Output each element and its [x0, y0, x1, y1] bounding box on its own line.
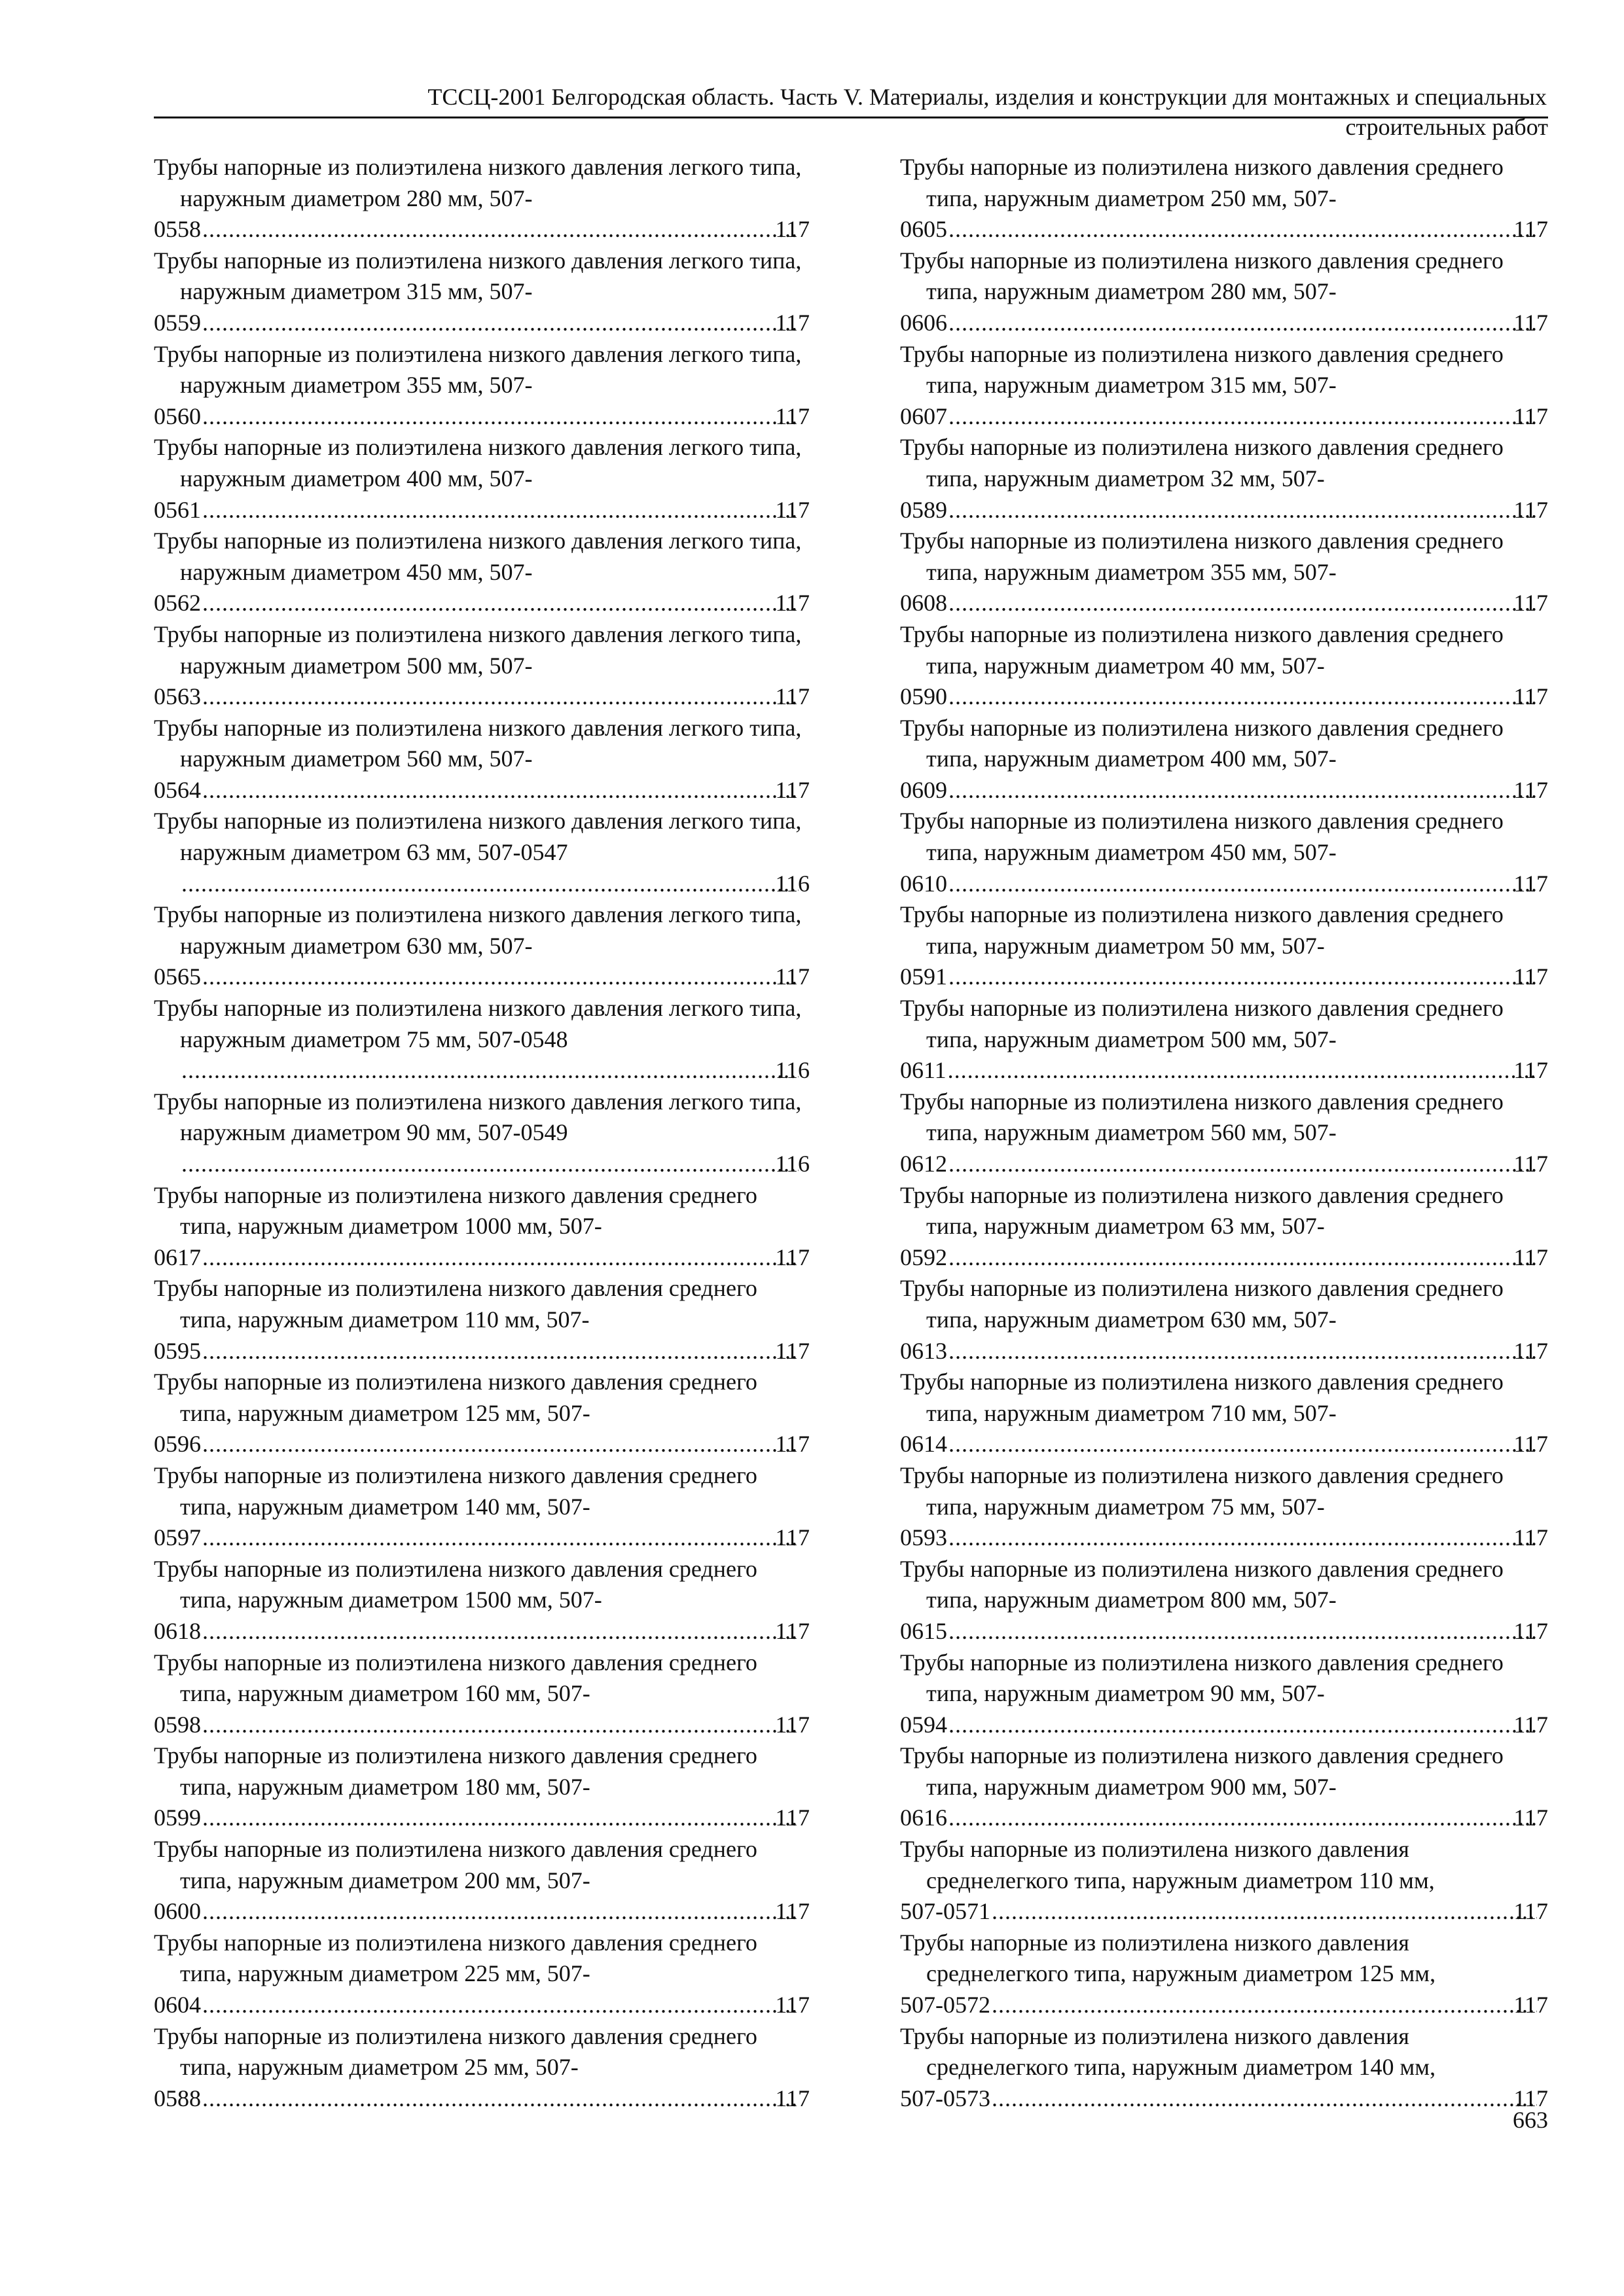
- index-entry-code-tail: 0595: [154, 1337, 201, 1364]
- index-entry-code-tail: 507-0572: [900, 1992, 990, 2018]
- index-entry-page: 116: [775, 1151, 810, 1177]
- index-entry-text: Трубы напорные из полиэтилена низкого давления среднелегкого типа, наружным диаметром 140 мм,: [900, 2022, 1436, 2081]
- index-entry-leader: [900, 1803, 1548, 1834]
- index-entry[interactable]: [154, 245, 810, 339]
- index-entry-code-tail: 0561: [154, 496, 201, 523]
- index-entry-code-tail: 0605: [900, 216, 947, 243]
- index-entry[interactable]: [154, 152, 810, 245]
- index-entry[interactable]: [900, 432, 1548, 526]
- index-entry[interactable]: [900, 339, 1548, 433]
- index-entry-text: Трубы напорные из полиэтилена низкого давления среднего типа, наружным диаметром 160 мм, 507-: [154, 1649, 757, 1707]
- page-number: 663: [1513, 2107, 1548, 2133]
- index-entry-page: 117: [1513, 1431, 1548, 1458]
- index-entry-text: Трубы напорные из полиэтилена низкого давления среднего типа, наружным диаметром 450 мм, 507-: [900, 808, 1504, 866]
- index-column-right: [900, 152, 1548, 2114]
- index-entry-page: 117: [1513, 1057, 1548, 1084]
- index-entry-code-tail: 0594: [900, 1711, 947, 1738]
- index-entry-code-tail: 0600: [154, 1898, 201, 1925]
- index-entry[interactable]: [154, 339, 810, 433]
- index-entry-code-tail: 0562: [154, 590, 201, 617]
- index-entry-page: 117: [1513, 216, 1548, 243]
- index-entry-page: 117: [775, 776, 810, 803]
- index-entry-code-tail: 0609: [900, 776, 947, 803]
- dot-leader: [948, 775, 1537, 806]
- index-entry-leader: [154, 1990, 810, 2021]
- index-entry-text: Трубы напорные из полиэтилена низкого давления легкого типа, наружным диаметром 450 мм, 507-: [154, 528, 802, 585]
- index-entry-page: 117: [1513, 1244, 1548, 1270]
- index-entry-text: Трубы напорные из полиэтилена низкого давления среднего типа, наружным диаметром 355 мм, 507-: [900, 528, 1504, 585]
- index-entry-code-tail: 507-0573: [900, 2085, 990, 2111]
- index-entry-leader: [154, 1522, 810, 1554]
- index-entry-page: 117: [1513, 496, 1548, 523]
- index-entry[interactable]: [900, 1740, 1548, 1834]
- index-entry-text: Трубы напорные из полиэтилена низкого давления легкого типа, наружным диаметром 500 мм, 507-: [154, 620, 802, 679]
- index-entry-code-tail: 0597: [154, 1524, 201, 1551]
- index-entry[interactable]: [154, 1647, 810, 1741]
- index-entry-leader: [154, 775, 810, 806]
- index-entry[interactable]: [900, 1834, 1548, 1928]
- index-entry-code-tail: 0596: [154, 1431, 201, 1458]
- index-entry-leader: [900, 1055, 1548, 1086]
- index-entry-code-tail: 0599: [154, 1804, 201, 1831]
- index-entry-page: 117: [1513, 683, 1548, 710]
- dot-leader: [948, 1242, 1537, 1274]
- index-entry[interactable]: [900, 245, 1548, 339]
- index-entry-page: 117: [1513, 963, 1548, 990]
- index-entry-leader: [154, 308, 810, 339]
- index-entry[interactable]: [900, 1086, 1548, 1180]
- index-entry[interactable]: [154, 1460, 810, 1554]
- index-entry-page: 117: [1513, 1992, 1548, 2018]
- index-entry-page: 117: [1513, 2085, 1548, 2111]
- index-entry[interactable]: [900, 713, 1548, 806]
- header-rule: [154, 117, 1548, 118]
- index-entry-code-tail: 0612: [900, 1151, 947, 1177]
- index-entry-text: Трубы напорные из полиэтилена низкого давления среднего типа, наружным диаметром 400 мм, 507-: [900, 714, 1504, 772]
- index-entry-code-tail: 0608: [900, 590, 947, 617]
- dot-leader: [202, 214, 799, 245]
- index-entry-leader: [900, 1429, 1548, 1460]
- index-entry-page: 117: [1513, 1711, 1548, 1738]
- dot-leader: [181, 869, 799, 900]
- index-entry-page: 117: [1513, 1898, 1548, 1925]
- index-entry-leader: [900, 961, 1548, 993]
- index-entry[interactable]: [154, 432, 810, 526]
- dot-leader: [948, 214, 1537, 245]
- running-header: [154, 82, 1548, 142]
- dot-leader: [202, 1896, 799, 1928]
- index-entry-code-tail: 0588: [154, 2085, 201, 2111]
- index-entry-text: Трубы напорные из полиэтилена низкого давления легкого типа, наружным диаметром 75 мм, 507-0548: [154, 995, 802, 1052]
- index-entry-leader: [900, 495, 1548, 526]
- index-entry-page: 117: [1513, 1151, 1548, 1177]
- dot-leader: [948, 1616, 1537, 1647]
- dot-leader: [948, 308, 1537, 339]
- index-entry-leader: [154, 401, 810, 433]
- index-entry[interactable]: [900, 899, 1548, 993]
- index-entry-page: 117: [775, 1711, 810, 1738]
- header-title-line-2: строительных работ: [1345, 114, 1548, 140]
- index-entry-leader: [154, 1616, 810, 1647]
- index-entry-leader: [900, 1149, 1548, 1180]
- index-entry-leader: [900, 308, 1548, 339]
- index-entry-text: Трубы напорные из полиэтилена низкого давления среднего типа, наружным диаметром 1000 мм, 507-: [154, 1181, 757, 1240]
- index-entry[interactable]: [900, 1180, 1548, 1274]
- index-entry-leader: [154, 1336, 810, 1367]
- dot-leader: [948, 961, 1537, 993]
- index-entry[interactable]: [900, 152, 1548, 245]
- dot-leader: [948, 681, 1537, 713]
- index-entry-page: 117: [775, 1337, 810, 1364]
- index-entry-code-tail: 0604: [154, 1992, 201, 2018]
- index-entry-leader: [900, 1336, 1548, 1367]
- index-entry-leader: [154, 1429, 810, 1460]
- index-entry-page: 117: [1513, 870, 1548, 897]
- index-entry-text: Трубы напорные из полиэтилена низкого давления среднего типа, наружным диаметром 1500 мм, 507-: [154, 1555, 757, 1613]
- index-entry-page: 117: [1513, 1617, 1548, 1644]
- dot-leader: [948, 869, 1537, 900]
- index-entry[interactable]: [154, 806, 810, 899]
- index-entry-code-tail: 0613: [900, 1337, 947, 1364]
- index-entry-code-tail: 0615: [900, 1617, 947, 1644]
- index-entry-page: 117: [775, 1804, 810, 1831]
- index-entry[interactable]: [154, 1367, 810, 1460]
- index-entry-text: Трубы напорные из полиэтилена низкого давления среднего типа, наружным диаметром 125 мм, 507-: [154, 1369, 757, 1426]
- dot-leader: [948, 588, 1537, 619]
- index-entry-page: 117: [1513, 776, 1548, 803]
- index-entry-leader: [154, 1242, 810, 1274]
- index-entry-page: 117: [775, 1431, 810, 1458]
- index-entry-page: 117: [775, 216, 810, 243]
- header-title-line-1: ТССЦ-2001 Белгородская область. Часть V. Материалы, изделия и конструкции для монтажных и специальных: [427, 84, 1547, 110]
- index-entry-leader: [900, 1522, 1548, 1554]
- index-entry-code-tail: 0611: [900, 1057, 947, 1084]
- index-entry[interactable]: [900, 1928, 1548, 2021]
- index-entry-code-tail: 0559: [154, 309, 201, 336]
- index-entry-text: Трубы напорные из полиэтилена низкого давления среднего типа, наружным диаметром 250 мм, 507-: [900, 154, 1504, 211]
- index-entry-text: Трубы напорные из полиэтилена низкого давления легкого типа, наружным диаметром 280 мм, 507-: [154, 154, 802, 211]
- dot-leader: [202, 1616, 799, 1647]
- dot-leader: [202, 588, 799, 619]
- index-entry-text: Трубы напорные из полиэтилена низкого давления легкого типа, наружным диаметром 315 мм, 507-: [154, 247, 802, 305]
- dot-leader: [202, 1803, 799, 1834]
- index-entry-text: Трубы напорные из полиэтилена низкого давления среднего типа, наружным диаметром 25 мм, 507-: [154, 2022, 757, 2081]
- index-entry[interactable]: [900, 526, 1548, 619]
- index-entry-leader: [900, 775, 1548, 806]
- index-entry-leader: [900, 1710, 1548, 1741]
- dot-leader: [181, 1055, 799, 1086]
- index-entry-text: Трубы напорные из полиэтилена низкого давления легкого типа, наружным диаметром 560 мм, 507-: [154, 714, 802, 772]
- index-entry[interactable]: [154, 526, 810, 619]
- index-entry-code-tail: 0560: [154, 403, 201, 429]
- dot-leader: [948, 1336, 1537, 1367]
- index-entry-code-tail: 0593: [900, 1524, 947, 1551]
- dot-leader: [202, 1242, 799, 1274]
- index-entry-code-tail: 0618: [154, 1617, 201, 1644]
- index-entry[interactable]: [154, 899, 810, 993]
- index-entry-text: Трубы напорные из полиэтилена низкого давления среднего типа, наружным диаметром 180 мм, 507-: [154, 1742, 757, 1800]
- index-entry-page: 117: [775, 1992, 810, 2018]
- dot-leader: [202, 495, 799, 526]
- index-entry-text: Трубы напорные из полиэтилена низкого давления среднего типа, наружным диаметром 630 мм, 507-: [900, 1275, 1504, 1333]
- index-entry-text: Трубы напорные из полиэтилена низкого давления среднего типа, наружным диаметром 110 мм, 507-: [154, 1275, 757, 1333]
- index-entry-text: Трубы напорные из полиэтилена низкого давления среднего типа, наружным диаметром 500 мм, 507-: [900, 995, 1504, 1052]
- index-entry[interactable]: [900, 1273, 1548, 1367]
- index-entry-page: 117: [1513, 309, 1548, 336]
- index-entry-page: 117: [1513, 590, 1548, 617]
- index-entry-page: 117: [775, 403, 810, 429]
- index-entry[interactable]: [900, 1460, 1548, 1554]
- index-entry-code-tail: 0565: [154, 963, 201, 990]
- index-entry-page: 117: [775, 590, 810, 617]
- index-entry-text: Трубы напорные из полиэтилена низкого давления среднего типа, наружным диаметром 90 мм, 507-: [900, 1649, 1504, 1707]
- dot-leader: [202, 775, 799, 806]
- dot-leader: [202, 961, 799, 993]
- index-entry-code-tail: 0606: [900, 309, 947, 336]
- index-entry-leader: [180, 1149, 810, 1180]
- index-entry[interactable]: [154, 1180, 810, 1274]
- index-entry-text: Трубы напорные из полиэтилена низкого давления среднего типа, наружным диаметром 280 мм, 507-: [900, 247, 1504, 305]
- index-entry-page: 117: [1513, 1337, 1548, 1364]
- index-entry-leader: [900, 588, 1548, 619]
- index-entry-text: Трубы напорные из полиэтилена низкого давления легкого типа, наружным диаметром 90 мм, 507-0549: [154, 1088, 802, 1146]
- dot-leader: [948, 1522, 1537, 1554]
- index-entry[interactable]: [154, 619, 810, 713]
- dot-leader: [992, 1990, 1537, 2021]
- index-entry-code-tail: 507-0571: [900, 1898, 990, 1925]
- dot-leader: [181, 1149, 799, 1180]
- index-entry-text: Трубы напорные из полиэтилена низкого давления среднего типа, наружным диаметром 50 мм, 507-: [900, 901, 1504, 959]
- index-entry-page: 117: [1513, 403, 1548, 429]
- index-entry-leader: [900, 869, 1548, 900]
- dot-leader: [202, 401, 799, 433]
- index-entry[interactable]: [154, 1740, 810, 1834]
- index-entry[interactable]: [154, 1834, 810, 1928]
- index-entry-code-tail: 0616: [900, 1804, 947, 1831]
- index-column-left: [154, 152, 810, 2114]
- dot-leader: [202, 1710, 799, 1741]
- index-entry-code-tail: 0598: [154, 1711, 201, 1738]
- index-entry-code-tail: 0607: [900, 403, 947, 429]
- index-entry-leader: [154, 495, 810, 526]
- dot-leader: [202, 681, 799, 713]
- index-entry-leader: [900, 214, 1548, 245]
- dot-leader: [992, 1896, 1537, 1928]
- index-entry-leader: [154, 214, 810, 245]
- index-entry-leader: [900, 2083, 1548, 2115]
- index-entry[interactable]: [154, 1554, 810, 1647]
- index-entry-text: Трубы напорные из полиэтилена низкого давления легкого типа, наружным диаметром 63 мм, 507-0547: [154, 808, 802, 866]
- index-entry-text: Трубы напорные из полиэтилена низкого давления среднего типа, наружным диаметром 900 мм, 507-: [900, 1742, 1504, 1800]
- index-entry-text: Трубы напорные из полиэтилена низкого давления среднелегкого типа, наружным диаметром 125 мм,: [900, 1929, 1436, 1987]
- index-entry-text: Трубы напорные из полиэтилена низкого давления среднелегкого типа, наружным диаметром 110 мм,: [900, 1836, 1435, 1893]
- index-entry-code-tail: 0589: [900, 496, 947, 523]
- index-entry-code-tail: 0591: [900, 963, 947, 990]
- index-entry-page: 117: [775, 683, 810, 710]
- index-entry-leader: [154, 2083, 810, 2115]
- index-entry[interactable]: [154, 1273, 810, 1367]
- index-entry-leader: [900, 1242, 1548, 1274]
- index-entry-text: Трубы напорные из полиэтилена низкого давления среднего типа, наружным диаметром 800 мм, 507-: [900, 1555, 1504, 1613]
- dot-leader: [948, 1710, 1537, 1741]
- index-entry[interactable]: [154, 2021, 810, 2115]
- index-entry[interactable]: [900, 993, 1548, 1086]
- index-entry-code-tail: 0564: [154, 776, 201, 803]
- index-entry-code-tail: 0563: [154, 683, 201, 710]
- index-entry-page: 117: [775, 496, 810, 523]
- index-entry-text: Трубы напорные из полиэтилена низкого давления среднего типа, наружным диаметром 315 мм, 507-: [900, 340, 1504, 399]
- index-entry-leader: [154, 1710, 810, 1741]
- index-entry-page: 116: [775, 870, 810, 897]
- index-entry[interactable]: [154, 1928, 810, 2021]
- index-entry-code-tail: 0617: [154, 1244, 201, 1270]
- index-entry-text: Трубы напорные из полиэтилена низкого давления легкого типа, наружным диаметром 400 мм, 507-: [154, 434, 802, 492]
- index-entry-page: 117: [775, 963, 810, 990]
- index-entry-leader: [154, 1896, 810, 1928]
- index-entry-leader: [900, 401, 1548, 433]
- dot-leader: [948, 1055, 1538, 1086]
- dot-leader: [992, 2083, 1537, 2115]
- index-entry-page: 117: [775, 2085, 810, 2111]
- index-entry-leader: [900, 1990, 1548, 2021]
- index-entry[interactable]: [900, 1367, 1548, 1460]
- index-entry[interactable]: [900, 619, 1548, 713]
- index-entry-text: Трубы напорные из полиэтилена низкого давления среднего типа, наружным диаметром 560 мм, 507-: [900, 1088, 1504, 1146]
- index-entry[interactable]: [900, 2021, 1548, 2115]
- index-entry[interactable]: [900, 1647, 1548, 1741]
- index-entry-page: 116: [775, 1057, 810, 1084]
- index-entry-text: Трубы напорные из полиэтилена низкого давления среднего типа, наружным диаметром 225 мм, 507-: [154, 1929, 757, 1987]
- dot-leader: [948, 495, 1537, 526]
- index-entry-text: Трубы напорные из полиэтилена низкого давления среднего типа, наружным диаметром 200 мм, 507-: [154, 1836, 757, 1893]
- index-entry-leader: [154, 1803, 810, 1834]
- index-entry-text: Трубы напорные из полиэтилена низкого давления легкого типа, наружным диаметром 355 мм, 507-: [154, 340, 802, 399]
- index-entry-leader: [180, 1055, 810, 1086]
- dot-leader: [202, 1429, 799, 1460]
- dot-leader: [948, 1803, 1537, 1834]
- index-entry-leader: [900, 1896, 1548, 1928]
- dot-leader: [202, 308, 799, 339]
- index-entry-code-tail: 0610: [900, 870, 947, 897]
- dot-leader: [202, 1522, 799, 1554]
- index-entry-page: 117: [775, 1617, 810, 1644]
- index-entry-text: Трубы напорные из полиэтилена низкого давления среднего типа, наружным диаметром 710 мм, 507-: [900, 1369, 1504, 1426]
- index-entry-page: 117: [775, 1524, 810, 1551]
- index-entry-leader: [900, 1616, 1548, 1647]
- index-entry-page: 117: [1513, 1804, 1548, 1831]
- index-entry-leader: [154, 588, 810, 619]
- index-entry-page: 117: [775, 309, 810, 336]
- index-entry-page: 117: [775, 1898, 810, 1925]
- index-entry[interactable]: [154, 1086, 810, 1180]
- dot-leader: [948, 401, 1537, 433]
- index-entry-code-tail: 0592: [900, 1244, 947, 1270]
- index-entry-code-tail: 0614: [900, 1431, 947, 1458]
- index-entry-page: 117: [775, 1244, 810, 1270]
- index-entry[interactable]: [900, 806, 1548, 899]
- index-entry-text: Трубы напорные из полиэтилена низкого давления среднего типа, наружным диаметром 75 мм, 507-: [900, 1462, 1504, 1520]
- index-entry[interactable]: [154, 993, 810, 1086]
- index-entry[interactable]: [154, 713, 810, 806]
- index-entry[interactable]: [900, 1554, 1548, 1647]
- index-entry-code-tail: 0558: [154, 216, 201, 243]
- index-entry-text: Трубы напорные из полиэтилена низкого давления легкого типа, наружным диаметром 630 мм, 507-: [154, 901, 802, 959]
- index-entry-page: 117: [1513, 1524, 1548, 1551]
- dot-leader: [202, 1990, 799, 2021]
- dot-leader: [948, 1149, 1537, 1180]
- index-entry-text: Трубы напорные из полиэтилена низкого давления среднего типа, наружным диаметром 40 мм, 507-: [900, 620, 1504, 679]
- dot-leader: [202, 2083, 799, 2115]
- index-entry-text: Трубы напорные из полиэтилена низкого давления среднего типа, наружным диаметром 32 мм, 507-: [900, 434, 1504, 492]
- index-entry-code-tail: 0590: [900, 683, 947, 710]
- index-entry-leader: [154, 681, 810, 713]
- index-entry-text: Трубы напорные из полиэтилена низкого давления среднего типа, наружным диаметром 63 мм, 507-: [900, 1181, 1504, 1240]
- index-entry-text: Трубы напорные из полиэтилена низкого давления среднего типа, наружным диаметром 140 мм, 507-: [154, 1462, 757, 1520]
- index-entry-leader: [180, 869, 810, 900]
- dot-leader: [948, 1429, 1537, 1460]
- index-entry-leader: [154, 961, 810, 993]
- dot-leader: [202, 1336, 799, 1367]
- index-entry-leader: [900, 681, 1548, 713]
